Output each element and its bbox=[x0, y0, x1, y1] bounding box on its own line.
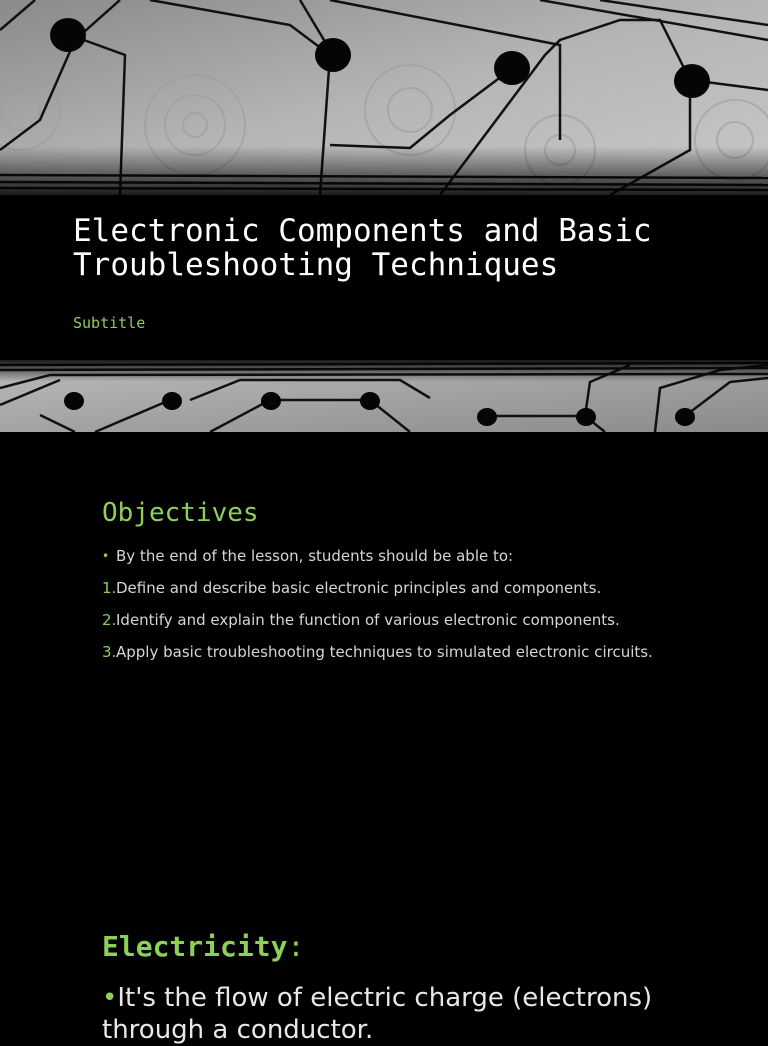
electricity-heading bbox=[102, 930, 304, 963]
list-item-text: Apply basic troubleshooting techniques to simulated electronic circuits. bbox=[116, 643, 653, 661]
list-item bbox=[102, 644, 662, 661]
number-marker: 3. bbox=[102, 643, 117, 661]
number-marker: 2. bbox=[102, 611, 117, 629]
list-item bbox=[102, 612, 662, 629]
bullet-marker: • bbox=[102, 983, 118, 1013]
slide-title: Electronic Components and Basic Troubleshooting Techniques bbox=[73, 213, 652, 283]
list-item-text: Identify and explain the function of various electronic components. bbox=[116, 611, 620, 629]
objectives-heading: Objectives bbox=[102, 498, 259, 528]
list-item bbox=[102, 580, 662, 597]
list-item bbox=[102, 548, 662, 565]
electricity-heading-text: Electricity bbox=[102, 930, 288, 963]
circuit-board-banner-top bbox=[0, 0, 768, 195]
number-marker: 1. bbox=[102, 579, 117, 597]
objectives-list bbox=[102, 548, 662, 676]
circuit-board-image bbox=[0, 360, 768, 432]
circuit-board-banner-bottom bbox=[0, 360, 768, 432]
heading-colon: : bbox=[287, 930, 305, 963]
list-item-text: Define and describe basic electronic principles and components. bbox=[116, 579, 602, 597]
electricity-slide bbox=[0, 902, 768, 1045]
electricity-definition bbox=[102, 982, 662, 1046]
circuit-board-image bbox=[0, 0, 768, 195]
title-slide bbox=[0, 0, 768, 432]
objectives-slide bbox=[0, 432, 768, 902]
slide-subtitle: Subtitle bbox=[73, 314, 146, 332]
bullet-marker: • bbox=[102, 549, 110, 563]
electricity-definition-text: It's the flow of electric charge (electrons) through a conductor. bbox=[102, 983, 653, 1045]
list-item-text: By the end of the lesson, students should be able to: bbox=[116, 547, 514, 565]
